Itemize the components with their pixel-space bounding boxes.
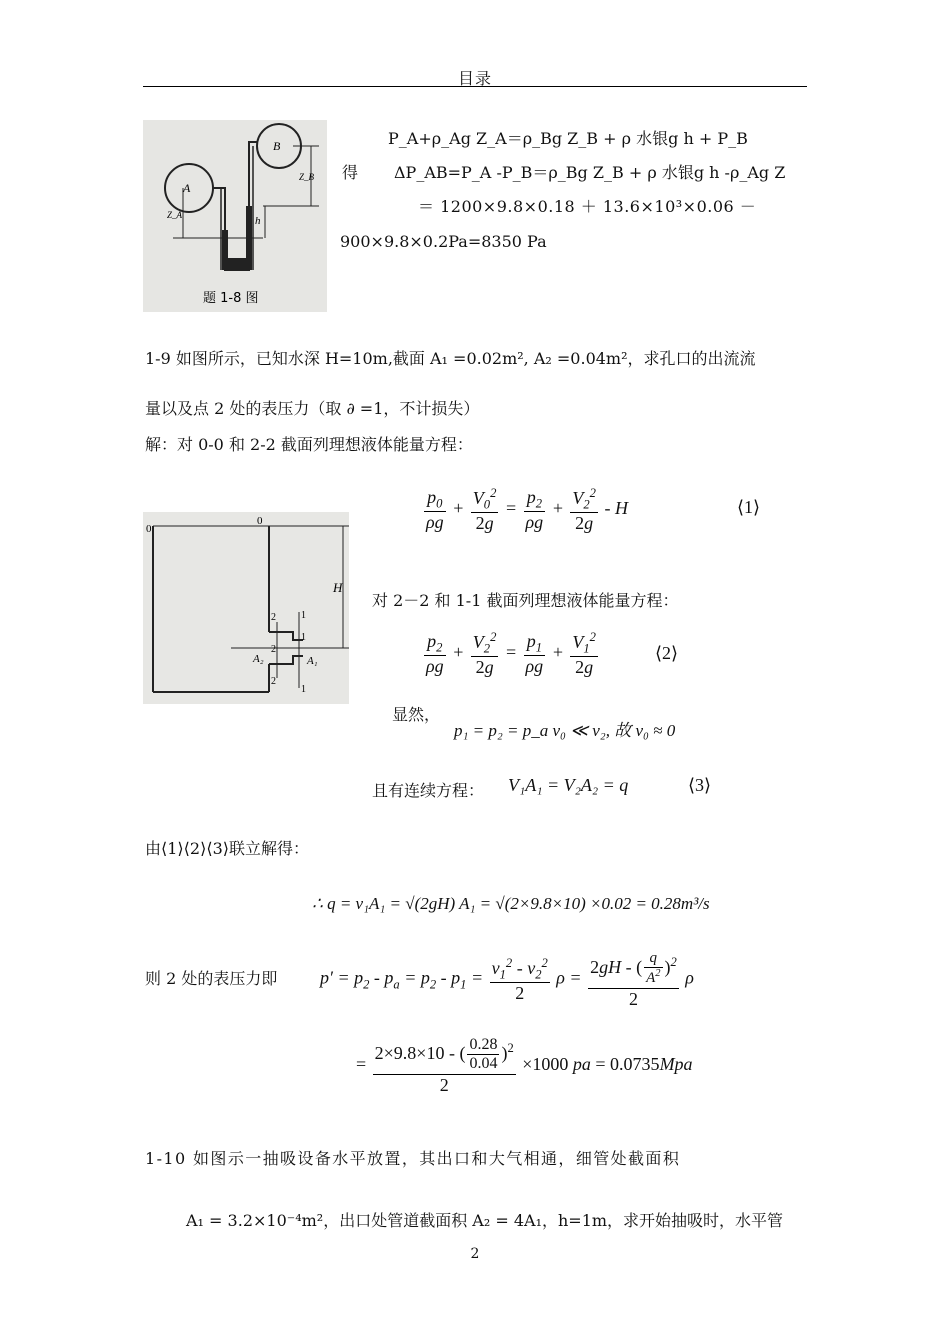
text-2-1-energy: 对 2－2 和 1-1 截面列理想液体能量方程： — [372, 591, 679, 610]
pressure-numeric-equation: = 2×9.8×10 - ( $\frac{0.28}{0.04}$ )$^2$ 2 ×1000 pa = 0.0735Mpa — [356, 1036, 693, 1095]
figure-1-9 — [143, 512, 349, 704]
continuity-equation: V₁A₁ = V₂A₂ = q — [508, 775, 629, 795]
eq18-line3: ＝ 1200×9.8×0.18 ＋ 13.6×10³×0.06 － — [418, 197, 757, 216]
fig18-label-za: Z_A — [167, 210, 183, 220]
fig18-caption: 题 1-8 图 — [203, 291, 259, 306]
q19-line2: 量以及点 2 处的表压力（取 ∂ =1，不计损失） — [145, 399, 480, 418]
equation-2: $\frac{p_2}{\rho g}$ + $\frac{V_2^2}{2g}$ = $\frac{p_1}{\rho g}$ + $\frac{V_1^2}{2g}$ — [426, 630, 596, 678]
fig19-label-1-bottom: 1 — [301, 684, 306, 695]
condition-equation: p₁ = p₂ = p_a v₀ ≪ v₂, 故 v₀ ≈ 0 — [454, 721, 676, 740]
fig19-label-1-top: 1 — [301, 610, 306, 621]
fig19-label-a2: A₂ — [253, 653, 264, 665]
eq18-de: 得 — [342, 163, 359, 182]
flow-result-equation: ∴ q = v₁A₁ = √(2gH) A₁ = √(2×9.8×10) ×0.02 = 0.28m³/s — [312, 894, 710, 913]
page-header-title: 目录 — [457, 69, 492, 88]
fig18-label-a: A — [183, 181, 191, 195]
equation-3-tag: ⟨3⟩ — [688, 775, 712, 795]
fig19-label-0-right: 0 — [257, 515, 263, 527]
q19-solution-intro: 解：对 0-0 和 2-2 截面列理想液体能量方程： — [145, 435, 473, 454]
fig18-label-h: h — [255, 215, 261, 227]
figure-1-8 — [143, 120, 327, 312]
eq18-line4: 900×9.8×0.2Pa=8350 Pa — [340, 232, 547, 251]
pressure-label: 则 2 处的表压力即 — [145, 969, 278, 988]
page-number: 2 — [470, 1246, 480, 1262]
u-tube-manometer-diagram — [143, 120, 327, 312]
fig18-label-zb: Z_B — [299, 172, 315, 182]
equation-2-tag: ⟨2⟩ — [655, 643, 679, 663]
fig19-label-2-bottom: 2 — [271, 676, 276, 687]
header-rule — [143, 86, 807, 87]
fig19-label-1-mid: 1 — [301, 632, 306, 643]
q110-line2: A₁ = 3.2×10⁻⁴m²，出口处管道截面积 A₂ = 4A₁，h=1m，求开始抽吸时，水平管 — [186, 1211, 784, 1230]
tank-orifice-diagram — [143, 512, 349, 704]
fig19-label-a1: A₁ — [307, 655, 318, 667]
text-xianran: 显然， — [392, 705, 441, 724]
fig19-label-2-top: 2 — [271, 612, 276, 623]
fig19-label-2-mid: 2 — [271, 644, 276, 655]
eq18-line2: ΔP_AB=P_A -P_B＝ρ_Bg Z_B + ρ 水银g h -ρ_Ag Z — [394, 163, 786, 182]
equation-1-tag: ⟨1⟩ — [737, 497, 761, 517]
fig19-label-0-left: 0 — [146, 523, 152, 535]
q19-line1: 1-9 如图所示，已知水深 H=10m,截面 A₁ =0.02m², A₂ =0.04m²，求孔口的出流流 — [145, 349, 756, 368]
q110-line1: 1-10 如图示一抽吸设备水平放置，其出口和大气相通，细管处截面积 — [145, 1149, 681, 1168]
fig18-label-b: B — [273, 139, 281, 153]
eq18-line1: P_A+ρ_Ag Z_A＝ρ_Bg Z_B + ρ 水银g h + P_B — [388, 129, 748, 148]
pressure-equation: $p' = p_2 - p_a = p_2 - p_1$ = $\frac{v_1^2 - v_2^2}{2}$ ρ = 2gH - ( $\frac{q}{A^2}$ )$^2$ 2 ρ — [320, 950, 694, 1009]
solve-line: 由⟨1⟩⟨2⟩⟨3⟩联立解得： — [145, 839, 309, 858]
continuity-label: 且有连续方程： — [372, 781, 485, 800]
equation-1: $\frac{p_0}{\rho g}$ + $\frac{V_0^2}{2g}$ = $\frac{p_2}{\rho g}$ + $\frac{V_2^2}{2g}$ - H — [426, 486, 628, 534]
fig19-label-h: H — [333, 580, 343, 595]
